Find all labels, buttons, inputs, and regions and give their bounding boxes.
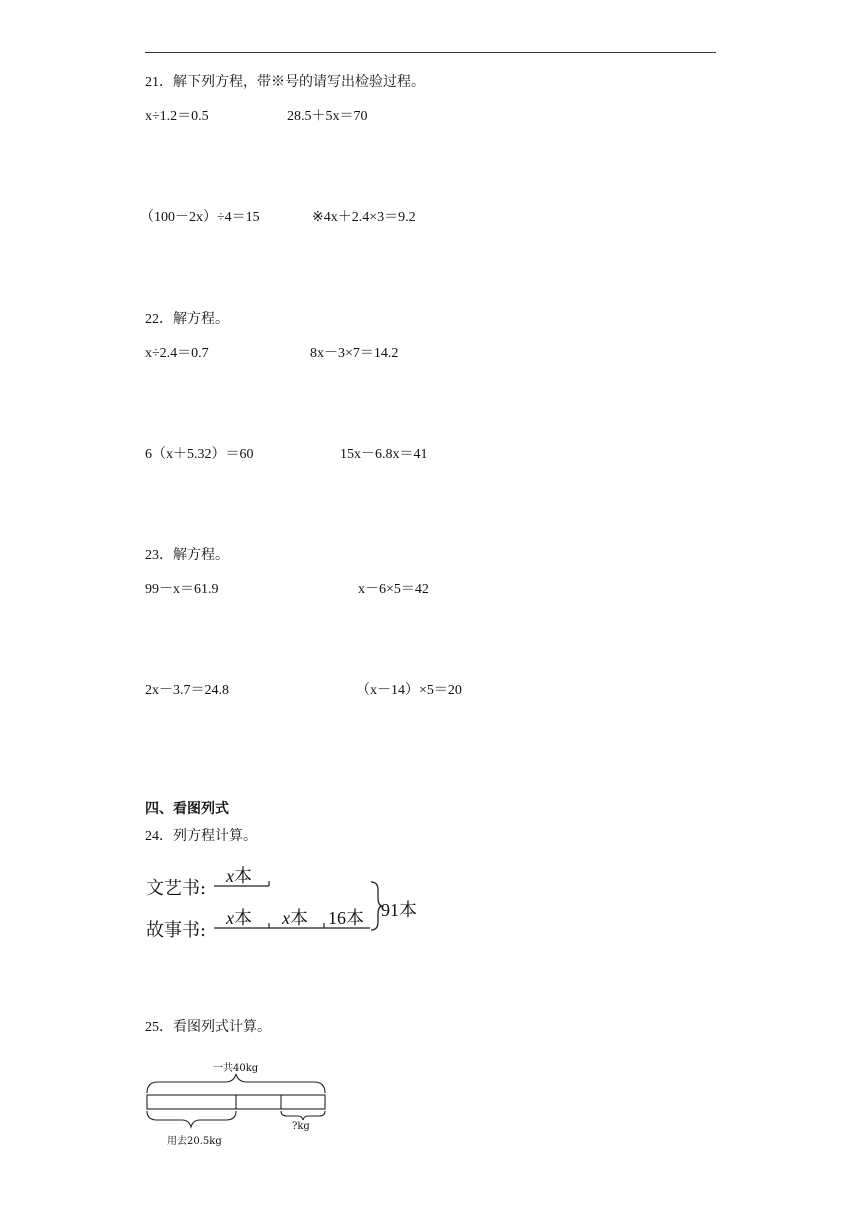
q24-title: 24．列方程计算。	[145, 829, 257, 844]
q25-top-brace	[147, 1074, 325, 1093]
q22-equation-2: 8x－3×7＝14.2	[310, 346, 399, 361]
unit: 本	[234, 908, 252, 928]
q22-equation-3: 6（x＋5.32）＝60	[145, 447, 254, 462]
q22-equation-4: 15x－6.8x＝41	[340, 447, 428, 462]
q25-total-label: 一共40kg	[213, 1063, 259, 1074]
q21-equation-2: 28.5＋5x＝70	[287, 109, 368, 124]
q24-total-label: 91本	[381, 900, 417, 920]
q21-equation-1: x÷1.2＝0.5	[145, 109, 209, 124]
q21-equation-4: ※4x＋2.4×3＝9.2	[312, 210, 416, 225]
q25-unknown-label: ?kg	[292, 1121, 310, 1132]
q23-equation-1: 99－x＝61.9	[145, 582, 219, 597]
q22-equation-1: x÷2.4＝0.7	[145, 346, 209, 361]
x-var: x	[226, 908, 234, 928]
q25-used-brace	[147, 1111, 236, 1127]
q25-used-label: 用去20.5kg	[167, 1136, 222, 1147]
unit: 本	[290, 908, 308, 928]
q25-title: 25．看图列式计算。	[145, 1020, 271, 1035]
q23-equation-2: x－6×5＝42	[358, 582, 429, 597]
q25-unknown-brace	[281, 1111, 325, 1120]
q22-title: 22．解方程。	[145, 312, 229, 327]
q23-equation-3: 2x－3.7＝24.8	[145, 683, 229, 698]
q21-title: 21．解下列方程，带※号的请写出检验过程。	[145, 75, 425, 90]
q21-equation-3: （100－2x）÷4＝15	[140, 210, 260, 225]
q24-row2-segment3-label: 16本	[328, 908, 364, 928]
x-var: x	[226, 866, 234, 886]
section4-title: 四、看图列式	[145, 802, 229, 817]
q24-row1-label: 文艺书:	[146, 878, 207, 899]
q23-title: 23．解方程。	[145, 548, 229, 563]
unit: 本	[234, 866, 252, 886]
x-var: x	[282, 908, 290, 928]
q24-row2-label: 故事书:	[146, 920, 207, 941]
q23-equation-4: （x－14）×5＝20	[356, 683, 462, 698]
